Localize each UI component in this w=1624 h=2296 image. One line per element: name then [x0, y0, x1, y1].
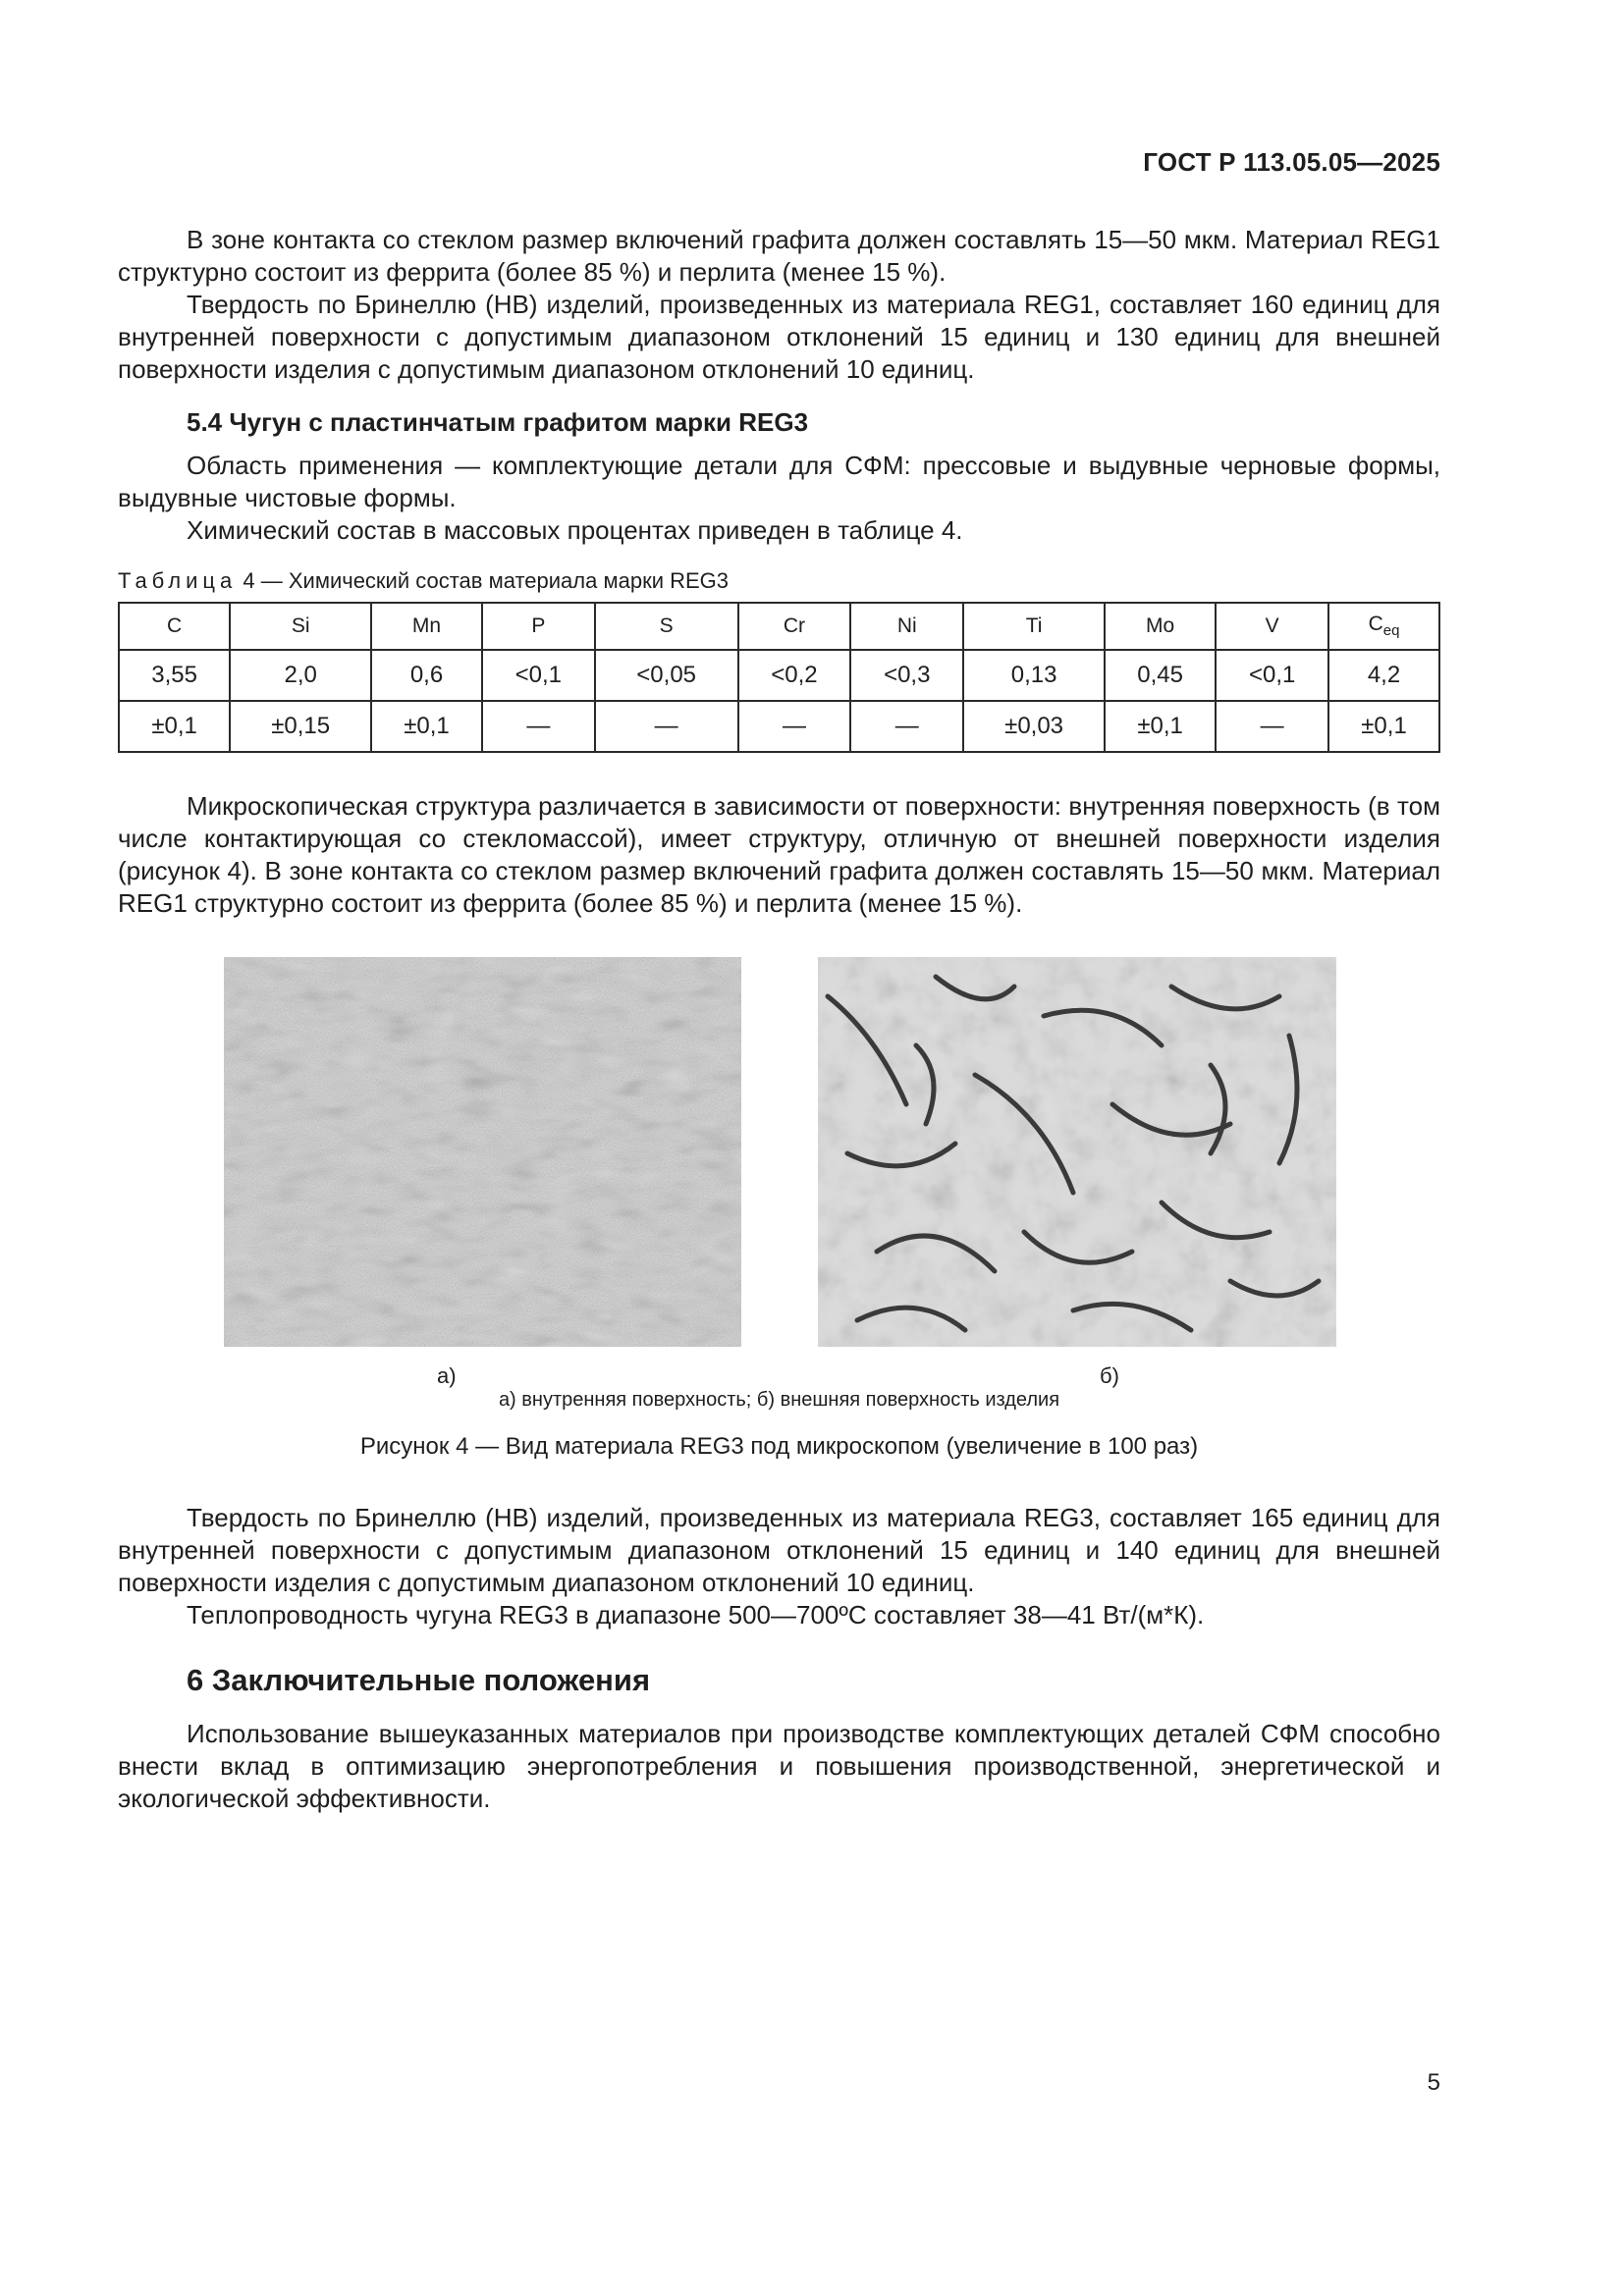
tolerance-cell: ±0,1 — [1105, 701, 1216, 752]
figure-4 — [118, 957, 1440, 1350]
table-row-tolerance — [119, 701, 1439, 752]
table-caption-label: Таблица — [118, 568, 238, 593]
value-cell: 0,13 — [963, 650, 1105, 701]
page-content — [118, 224, 1440, 1815]
intro-paragraph-1: В зоне контакта со стеклом размер включений графита должен составлять 15—50 мкм. Материал REG1 структурно состоит из феррита (более 85 %) и перлита (менее 15 %). — [118, 225, 1440, 287]
tolerance-cell: — — [738, 701, 851, 752]
value-cell: <0,2 — [738, 650, 851, 701]
table-caption-text: 4 — Химический состав материала марки REG3 — [243, 568, 730, 593]
value-cell: 0,45 — [1105, 650, 1216, 701]
micro-structure-paragraph: Микроскопическая структура различается в зависимости от поверхности: внутренняя поверхность (в том числе контактирующая со стекломассой), имеет структуру, отличную от внешней поверхности изделия (рисунок 4). В зоне контакта со стеклом размер включений графита должен составлять 15—50 мкм. Материал REG1 структурно состоит из феррита (более 85 %) и перлита (менее 15 %). — [118, 791, 1440, 918]
figure-caption: Рисунок 4 — Вид материала REG3 под микроскопом (увеличение в 100 раз) — [359, 1433, 1199, 1460]
tolerance-cell: ±0,1 — [371, 701, 482, 752]
value-cell: <0,3 — [850, 650, 963, 701]
value-cell: <0,1 — [1216, 650, 1328, 701]
figure-labels — [118, 1363, 1440, 1397]
section-6-paragraph: Использование вышеуказанных материалов при производстве комплектующих деталей СФМ способно внести вклад в оптимизацию энергопотребления и повышения производственной, энергетической и экологической эффективности. — [118, 1719, 1440, 1813]
hardness-paragraph-1: Твердость по Бринеллю (HB) изделий, произведенных из материала REG3, составляет 165 единиц для внутренней поверхности с допустимым диапазоном отклонений 15 единиц и 140 единиц для внешней поверхности изделия с допустимым диапазоном отклонений 10 единиц. — [118, 1503, 1440, 1597]
micrograph-outer-surface — [818, 957, 1336, 1347]
header-cell: S — [595, 603, 738, 650]
intro-paragraph-2: Твердость по Бринеллю (HB) изделий, произведенных из материала REG1, составляет 160 единиц для внутренней поверхности с допустимым диапазоном отклонений 15 единиц и 130 единиц для внешней поверхности изделия с допустимым диапазоном отклонений 10 единиц. — [118, 290, 1440, 384]
value-cell: <0,05 — [595, 650, 738, 701]
tolerance-cell: ±0,03 — [963, 701, 1105, 752]
tolerance-cell: — — [1216, 701, 1328, 752]
header-cell: Cr — [738, 603, 851, 650]
value-cell: 2,0 — [230, 650, 371, 701]
value-cell: <0,1 — [482, 650, 595, 701]
document-code: ГОСТ Р 113.05.05—2025 — [1143, 147, 1440, 177]
tolerance-cell: ±0,15 — [230, 701, 371, 752]
header-cell-ceq — [1328, 603, 1439, 650]
hardness-paragraph-2: Теплопроводность чугуна REG3 в диапазоне 500—700ºС составляет 38—41 Вт/(м*К). — [187, 1600, 1205, 1629]
intro-block — [118, 224, 1440, 386]
tolerance-cell: — — [850, 701, 963, 752]
table-row-values — [119, 650, 1439, 701]
section-6-title: 6 Заключительные положения — [187, 1663, 651, 1697]
tolerance-cell: ±0,1 — [1328, 701, 1439, 752]
header-cell: Ti — [963, 603, 1105, 650]
micrograph-b-image — [818, 957, 1336, 1347]
figure-label-a: а) — [437, 1363, 457, 1388]
section-5-4-paragraph-2: Химический состав в массовых процентах приведен в таблице 4. — [187, 515, 963, 545]
tolerance-cell: ±0,1 — [119, 701, 230, 752]
header-cell: P — [482, 603, 595, 650]
header-cell: Ni — [850, 603, 963, 650]
micrograph-inner-surface — [224, 957, 741, 1347]
value-cell: 3,55 — [119, 650, 230, 701]
section-5-4-paragraph-1: Область применения — комплектующие детали для СФМ: прессовые и выдувные черновые формы, выдувные чистовые формы. — [118, 451, 1440, 512]
section-5-4-title: 5.4 Чугун с пластинчатым графитом марки REG3 — [187, 407, 809, 437]
chemical-composition-table — [118, 602, 1440, 753]
header-cell: Mn — [371, 603, 482, 650]
table-caption — [118, 568, 1440, 594]
table-header-row — [119, 603, 1439, 650]
header-cell: Mo — [1105, 603, 1216, 650]
page-number: 5 — [1427, 2069, 1440, 2096]
header-cell: Si — [230, 603, 371, 650]
tolerance-cell: — — [595, 701, 738, 752]
figure-legend: а) внутренняя поверхность; б) внешняя поверхность изделия — [498, 1389, 1060, 1411]
header-cell: V — [1216, 603, 1328, 650]
header-cell: C — [119, 603, 230, 650]
ceq-subscript: eq — [1382, 622, 1400, 640]
value-cell: 4,2 — [1328, 650, 1439, 701]
ceq-symbol: C — [1368, 613, 1383, 636]
tolerance-cell: — — [482, 701, 595, 752]
value-cell: 0,6 — [371, 650, 482, 701]
micrograph-a-image — [224, 957, 741, 1347]
figure-label-b: б) — [1100, 1363, 1119, 1388]
